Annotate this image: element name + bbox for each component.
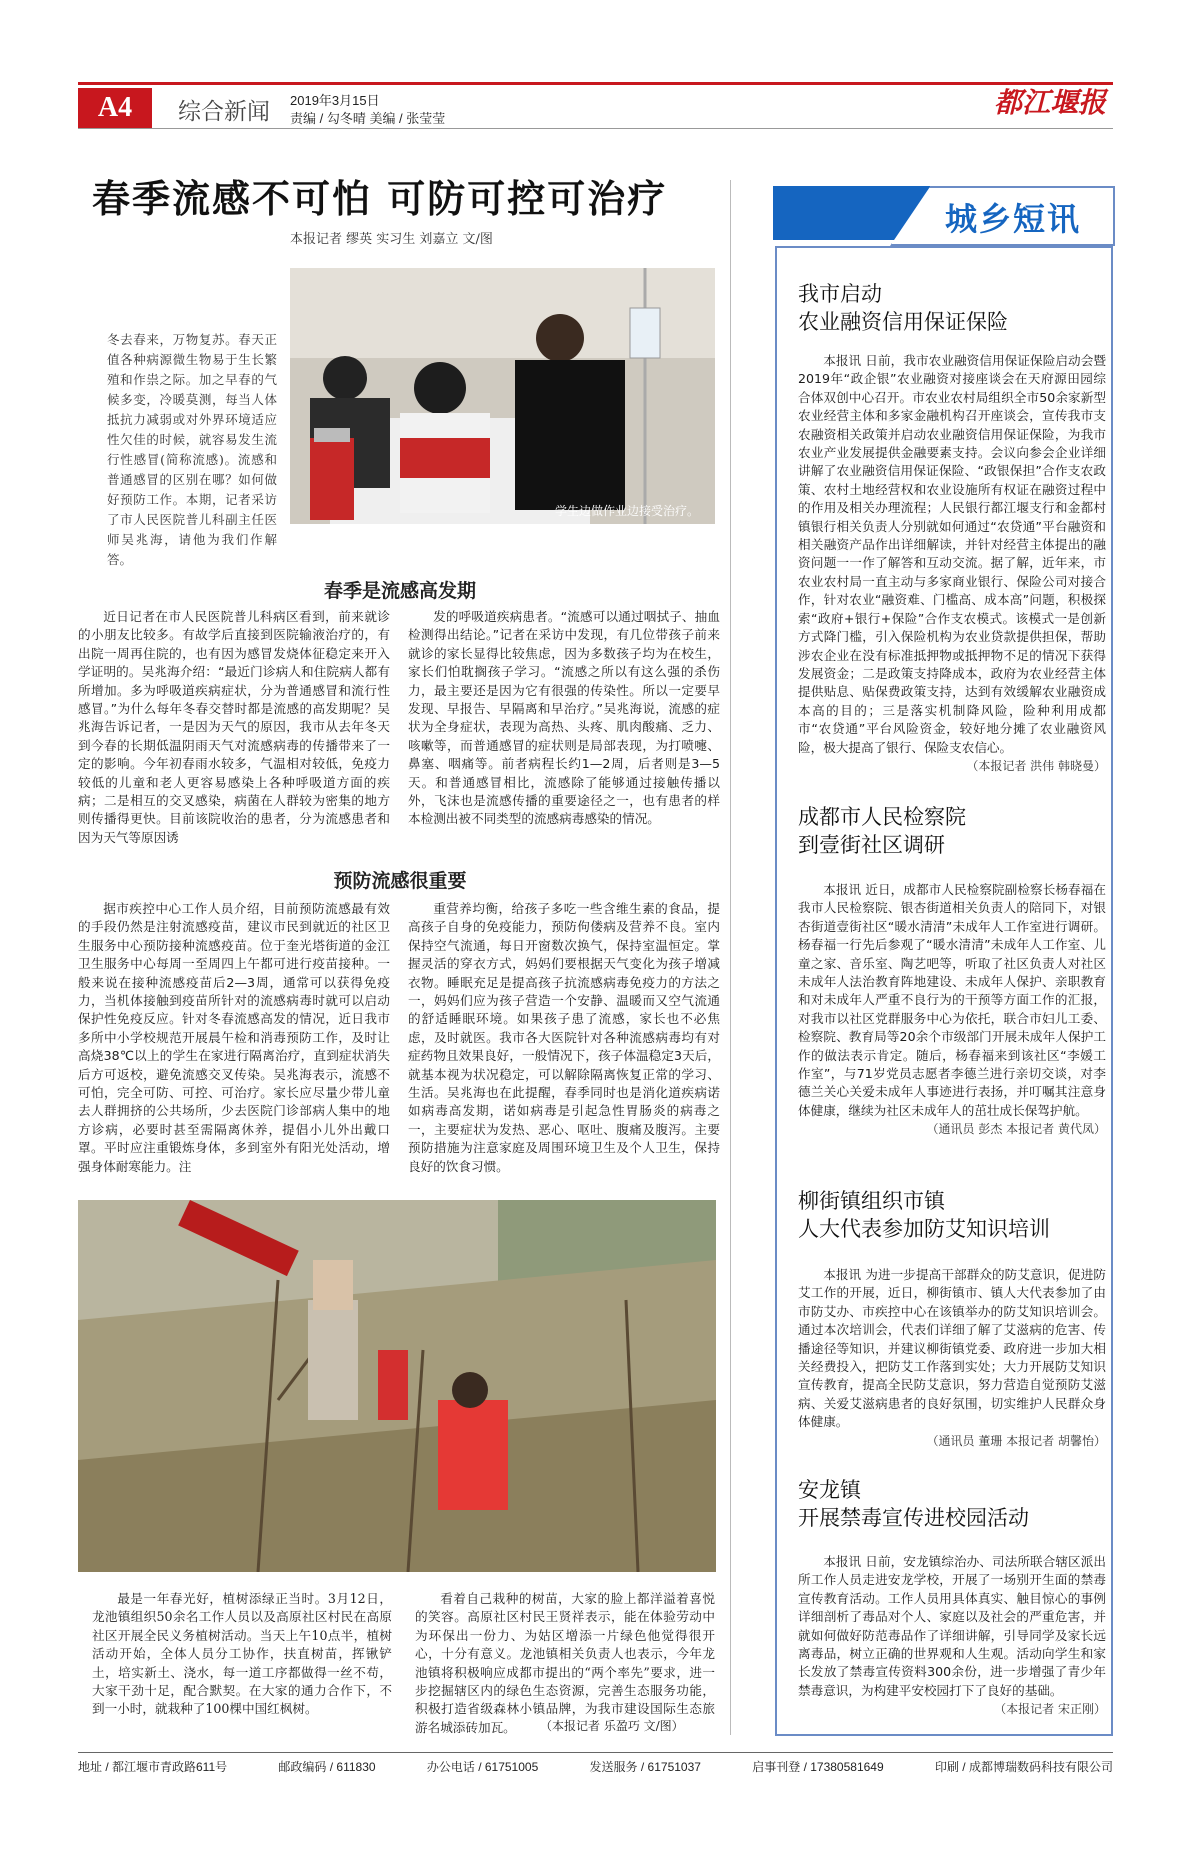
footer-printer: 印刷 / 成都博瑞数码科技有限公司 [934, 1760, 1113, 1774]
section-name: 综合新闻 [178, 98, 270, 124]
footer-rule [78, 1752, 1113, 1753]
footer-address: 地址 / 都江堰市青政路611号 [78, 1760, 228, 1774]
brief-headline [798, 1476, 1098, 1532]
article-column: 重营养均衡，给孩子多吃一些含维生素的食品，提高孩子自身的免疫能力，预防佝偻病及营养不良。室内保持空气流通，每日开窗数次换气，保持室温恒定。掌握灵活的穿衣方式，妈妈们要根据天气变化为孩子增减衣物。睡眠充足是提高孩子抗流感病毒免疫力的方法之一，妈妈们应为孩子营造一个安静、温暖而又空气流通的舒适睡眠环境。如果孩子患了流感，家长也不必焦虑，及时就医。我市各大医院针对各种流感病毒均有对症药物且效果良好，一般情况下，孩子体温稳定3天后，就基本视为状况稳定，可以解除隔离恢复正常的学习、生活。吴兆海也在此提醒，春季同时也是消化道疾病诺如病毒高发期，诺如病毒是引起急性胃肠炎的病毒之一，主要症状为发热、恶心、呕吐、腹痛及腹泻。主要预防措施为注意家庭及周围环境卫生及个人卫生，保持良好的饮食习惯。 [408, 901, 720, 1174]
article-lead: 冬去春来，万物复苏。春天正值各种病源微生物易于生长繁殖和作祟之际。加之早春的气候多变，冷暖莫测，每当人体抵抗力减弱或对外界环境适应性欠佳的时候，就容易发生流行性感冒(简称流感)。流感和普通感冒的区别在哪？如何做好预防工作。本期，记者采访了市人民医院普儿科副主任医师吴兆海，请他为我们作解答。 [107, 332, 277, 567]
brief-credit: （通讯员 彭杰 本报记者 黄代凤） [926, 1122, 1106, 1137]
brief-item [798, 1553, 1106, 1717]
brief-credit: （本报记者 宋正刚） [994, 1702, 1106, 1717]
brief-headline-line: 成都市人民检察院 [798, 805, 966, 829]
section-heading: 春季是流感高发期 [323, 580, 476, 602]
brief-headline [798, 280, 1098, 336]
brief-credit: （通讯员 董珊 本报记者 胡馨怡） [926, 1433, 1106, 1448]
briefs-title: 城乡短讯 [945, 200, 1082, 238]
brief-headline-line: 人大代表参加防艾知识培训 [798, 1217, 1050, 1241]
tree-planting-scene-image [78, 1200, 716, 1572]
photo-story-text: 最是一年春光好，植树添绿正当时。3月12日，龙池镇组织50余名工作人员以及高原社区村民在高原社区开展全民义务植树活动。当天上午10点半，植树活动开始，全体人员分工协作，扶直树苗，挥锹铲土，培实新土、浇水，每一道工序都做得一丝不苟，大家干劲十足，配合默契。在大家的通力合作下，不到一小时，就栽种了100棵中国红枫树。 [92, 1591, 392, 1717]
issue-date: 2019年3月15日 [290, 93, 380, 108]
column-divider [730, 180, 731, 1735]
photo-story-text: 看着自己栽种的树苗，大家的脸上都洋溢着喜悦的笑容。高原社区村民王贤祥表示，能在体验劳动中为环保出一份力、为姑区增添一片绿色他觉得很开心，十分有意义。龙池镇相关负责人也表示，今年龙池镇将积极响应成都市提出的“两个率先”要求，进一步挖掘辖区内的绿色生态资源，完善生态服务功能，积极打造省级森林小镇品牌，为我市建设国际生态旅游名城添砖加瓦。 [415, 1591, 715, 1735]
article-column: 据市疾控中心工作人员介绍，目前预防流感最有效的手段仍然是注射流感疫苗，建议市民到就近的社区卫生服务中心预防接种流感疫苗。位于奎光塔街道的金江卫生服务中心每周一至周四上午都可进行疫苗接种。一般来说在接种流感疫苗后2—3周，通常可以获得免疫力，当机体接触到疫苗所针对的流感病毒时就可以启动保护性免疫反应。针对冬春流感高发的情况，近日我市多所中小学校规范开展晨午检和消毒预防工作，及时让高烧38℃以上的学生在家进行隔离治疗，直到症状消失后方可返校，避免流感交叉传染。吴兆海表示，流感不可怕，完全可防、可控、可治疗。家长应尽量少带儿童去人群拥挤的公共场所，少去医院门诊部病人集中的地方诊病，必要时甚至需隔离休养，提倡小儿外出戴口罩。平时应注重锻炼身体，多到室外有阳光处活动，增强身体耐寒能力。注 [78, 901, 390, 1174]
brief-item [798, 1266, 1106, 1449]
footer-ads: 启事刊登 / 17380581649 [752, 1760, 884, 1774]
brief-body: 本报讯 日前，安龙镇综治办、司法所联合辖区派出所工作人员走进安龙学校，开展了一场别开生面的禁毒宣传教育活动。工作人员用具体真实、触目惊心的事例详细剖析了毒品对个人、家庭以及社会的严重危害，并就如何做好防范毒品作了详细讲解，引导同学及家长远离毒品，树立正确的世界观和人生观。活动向学生和家长发放了禁毒宣传资料300余份，进一步增强了青少年禁毒意识，为构建平安校园打下了良好的基础。 [798, 1554, 1106, 1698]
brief-item [798, 881, 1106, 1137]
brief-headline-line: 开展禁毒宣传进校园活动 [798, 1506, 1029, 1530]
article-byline: 本报记者 缪英 实习生 刘嘉立 文/图 [290, 232, 493, 247]
brief-headline-line: 柳街镇组织市镇 [798, 1189, 945, 1213]
article-column: 近日记者在市人民医院普儿科病区看到，前来就诊的小朋友比较多。有故学后直接到医院输液治疗的，有出院一周再住院的，也有因为感冒发烧体征稳定来开入学证明的。吴兆海介绍：“最近门诊病人和住院病人都有所增加。多为呼吸道疾病症状，分为普通感冒和流行性感冒。”为什么每年冬春交替时都是流感的高发期呢？吴兆海告诉记者，一是因为天气的原因，我市从去年冬天到今春的长期低温阴雨天气对流感病毒的传播带来了一定的影响。今年初春雨水较多，气温相对较低，免疫力较低的儿童和老人更容易感染上各种呼吸道方面的疾病；二是相互的交叉感染，病菌在人群较为密集的地方则传播得更快。目前该院收治的患者，分为流感患者和因为天气等原因诱 [78, 609, 390, 845]
header-divider [78, 128, 1113, 129]
newspaper-logo: 都江堰报 [993, 86, 1106, 119]
brief-body: 本报讯 近日，成都市人民检察院副检察长杨春福在我市人民检察院、银杏街道相关负责人的陪同下，对银杏街道壹街社区“暖水清清”未成年人工作室进行调研。杨春福一行先后参观了“暖水清清”未成年人工作室、儿童之家、音乐室、陶艺吧等，听取了社区负责人对社区未成年人法治教育阵地建设、未成年人保护、亲职教育和对未成年人严重不良行为的干预等方面工作的汇报，对我市以社区党群服务中心为依托，联合市妇儿工委、检察院、教育局等20余个市级部门开展未成年人保护工作的做法表示肯定。随后，杨春福来到该社区“李媛工作室”，与71岁党员志愿者李德兰进行亲切交谈，对李德兰关心关爱未成年人事迹进行表扬，并叮嘱其注意身体健康，继续为社区未成年人的茁壮成长保驾护航。 [798, 882, 1106, 1118]
brief-headline [798, 803, 1098, 859]
footer [78, 1758, 1113, 1775]
tree-planting-photo [78, 1200, 716, 1572]
brief-body: 本报讯 日前，我市农业融资信用保证保险启动会暨2019年“政企银”农业融资对接座谈会在天府源田园综合体双创中心召开。市农业农村局组织全市50余家新型农业经营主体和多家金融机构召开座谈会，宣传我市支农融资相关政策并启动农业融资信用保证保险，为我市农业产业发展提供金融要素支持。会议向参会企业详细讲解了农业融资信用保证保险、“政银保担”合作支农政策、农村土地经营权和农业设施所有权证在融资过程中的作用及相关办理流程；人民银行都江堰支行和金都村镇银行相关负责人分别就如何通过“农贷通”平台融资和相关融资产品作出详细解读，并针对经营主体提出的融资问题一一作了解答和互动交流。据了解，近年来，市农业农村局一直主动与多家商业银行、保险公司对接合作，针对农业“融资难、门槛高、成本高”问题，积极探索“政府+银行+保险”合作支农模式。该模式一是创新方式降门槛，引入保险机构为农业贷款提供担保，帮助涉农企业在没有标准抵押物或抵押物不足的情况下获得发展资金；二是政策支持降成本，政府为农业经营主体提供贴息、贴保费政策支持，达到有效缓解农业融资成本高的目的；三是落实机制降风险，险种利用成都市“农贷通”平台风险资金，较好地分摊了农业融资风险，极大提高了银行、保险支农信心。 [798, 353, 1106, 755]
hospital-scene-image [290, 268, 715, 524]
article-column: 发的呼吸道疾病患者。“流感可以通过咽拭子、抽血检测得出结论。”记者在采访中发现，有几位带孩子前来就诊的家长显得比较焦虑，因为多数孩子均为在校生，家长们怕耽搁孩子学习。“流感之所以有这么强的杀伤力，最主要还是因为它有很强的传染性。所以一定要早发现、早报告、早隔离和早治疗。”吴兆海说，流感的症状为全身症状，表现为高热、头疼、肌肉酸痛、乏力、咳嗽等，而普通感冒的症状则是局部表现，为打喷嚏、鼻塞、咽痛等。前者病程长约1—2周，后者则是3—5天。和普通感冒相比，流感除了能够通过接触传播以外，飞沫也是流感传播的重要途径之一，也有患者的样本检测出被不同类型的流感病毒感染的情况。 [408, 609, 720, 827]
page-number-badge: A4 [78, 88, 152, 128]
photo-story-credit: （本报记者 乐盈巧 文/图） [540, 1719, 684, 1733]
header-rule [78, 82, 1113, 85]
brief-headline [798, 1187, 1098, 1243]
footer-office-phone: 办公电话 / 61751005 [426, 1760, 539, 1774]
brief-headline-line: 农业融资信用保证保险 [798, 310, 1008, 334]
brief-headline-line: 到壹街社区调研 [798, 833, 945, 857]
hospital-photo [290, 268, 715, 524]
section-heading: 预防流感很重要 [333, 870, 467, 892]
footer-postcode: 邮政编码 / 611830 [278, 1760, 376, 1774]
brief-item [798, 352, 1106, 774]
brief-credit: （本报记者 洪伟 韩晓曼） [966, 758, 1106, 773]
brief-headline-line: 我市启动 [798, 282, 882, 306]
footer-delivery: 发送服务 / 61751037 [589, 1760, 701, 1774]
editors-credit: 责编 / 勾冬晴 美编 / 张莹莹 [290, 111, 446, 126]
photo-caption: 学生边做作业边接受治疗。 [555, 504, 700, 518]
brief-body: 本报讯 为进一步提高干部群众的防艾意识，促进防艾工作的开展，近日，柳街镇市、镇人大代表参加了由市防艾办、市疾控中心在该镇举办的防艾知识培训会。通过本次培训会，代表们详细了解了艾滋病的危害、传播途径等知识，并建议柳街镇党委、政府进一步加大相关经费投入，把防艾工作落到实处；大力开展防艾知识宣传教育，提高全民防艾意识，努力营造自觉预防艾滋病、关爱艾滋病患者的良好氛围，切实维护人民群众身体健康。 [798, 1267, 1106, 1430]
brief-headline-line: 安龙镇 [798, 1478, 861, 1502]
article-headline: 春季流感不可怕 可防可控可治疗 [92, 177, 668, 221]
